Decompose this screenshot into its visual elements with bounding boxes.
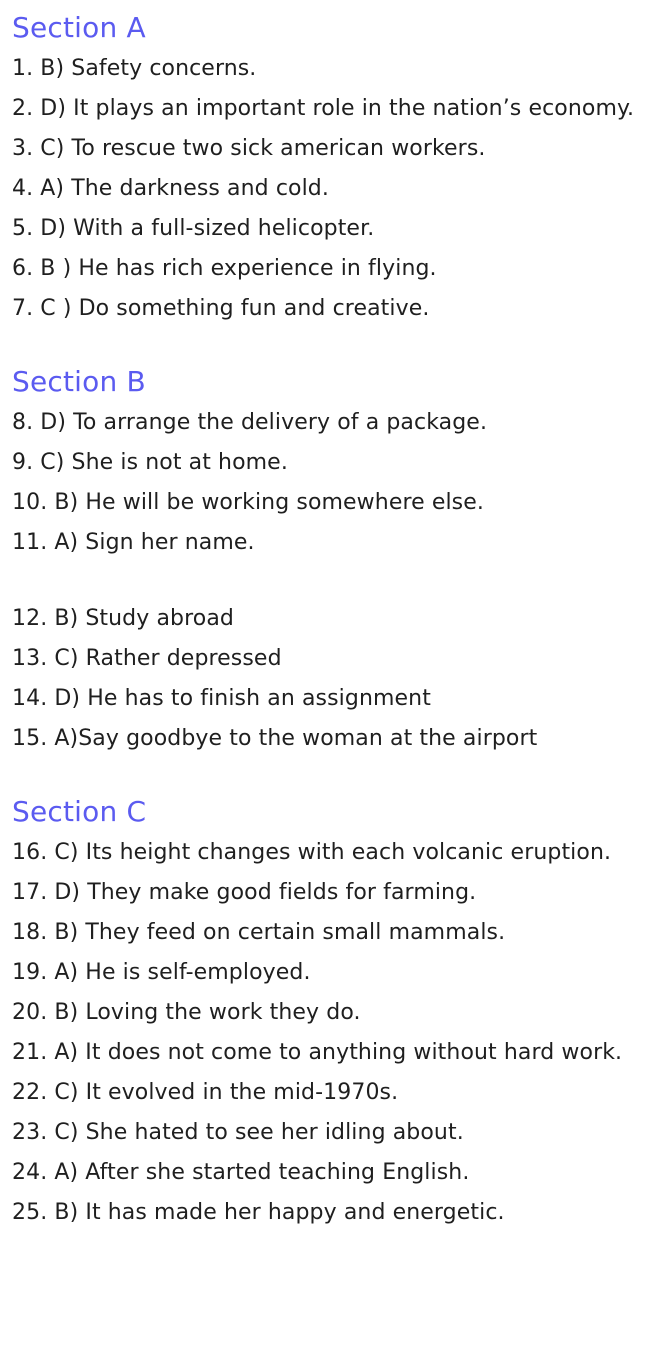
answer-15: 15. A)Say goodbye to the woman at the airport [12,726,538,751]
section-b-title: Section B [12,365,146,398]
answer-18: 18. B) They feed on certain small mammals. [12,920,506,945]
answer-21: 21. A) It does not come to anything without hard work. [12,1040,623,1065]
answer-key-page [12,8,652,1228]
answer-12: 12. B) Study abroad [12,606,234,631]
section-spacer [12,324,652,362]
section-c-title: Section C [12,795,147,828]
answer-6: 6. B ) He has rich experience in flying. [12,256,437,281]
answer-8: 8. D) To arrange the delivery of a package. [12,410,488,435]
answer-14: 14. D) He has to finish an assignment [12,686,431,711]
section-a-title: Section A [12,11,146,44]
blank-spacer [12,558,652,598]
answer-22: 22. C) It evolved in the mid-1970s. [12,1080,399,1105]
answer-16: 16. C) Its height changes with each volcanic eruption. [12,840,612,865]
answer-11: 11. A) Sign her name. [12,530,255,555]
answer-13: 13. C) Rather depressed [12,646,282,671]
answer-24: 24. A) After she started teaching English. [12,1160,470,1185]
section-spacer [12,754,652,792]
answer-1: 1. B) Safety concerns. [12,56,257,81]
answer-10: 10. B) He will be working somewhere else. [12,490,484,515]
answer-19: 19. A) He is self-employed. [12,960,311,985]
answer-3: 3. C) To rescue two sick american workers. [12,136,486,161]
answer-4: 4. A) The darkness and cold. [12,176,329,201]
answer-25: 25. B) It has made her happy and energetic. [12,1200,505,1225]
answer-7: 7. C ) Do something fun and creative. [12,296,430,321]
answer-5: 5. D) With a full-sized helicopter. [12,216,375,241]
answer-23: 23. C) She hated to see her idling about. [12,1120,464,1145]
answer-20: 20. B) Loving the work they do. [12,1000,361,1025]
answer-17: 17. D) They make good fields for farming. [12,880,477,905]
answer-2: 2. D) It plays an important role in the nation’s economy. [12,96,635,121]
answer-9: 9. C) She is not at home. [12,450,288,475]
